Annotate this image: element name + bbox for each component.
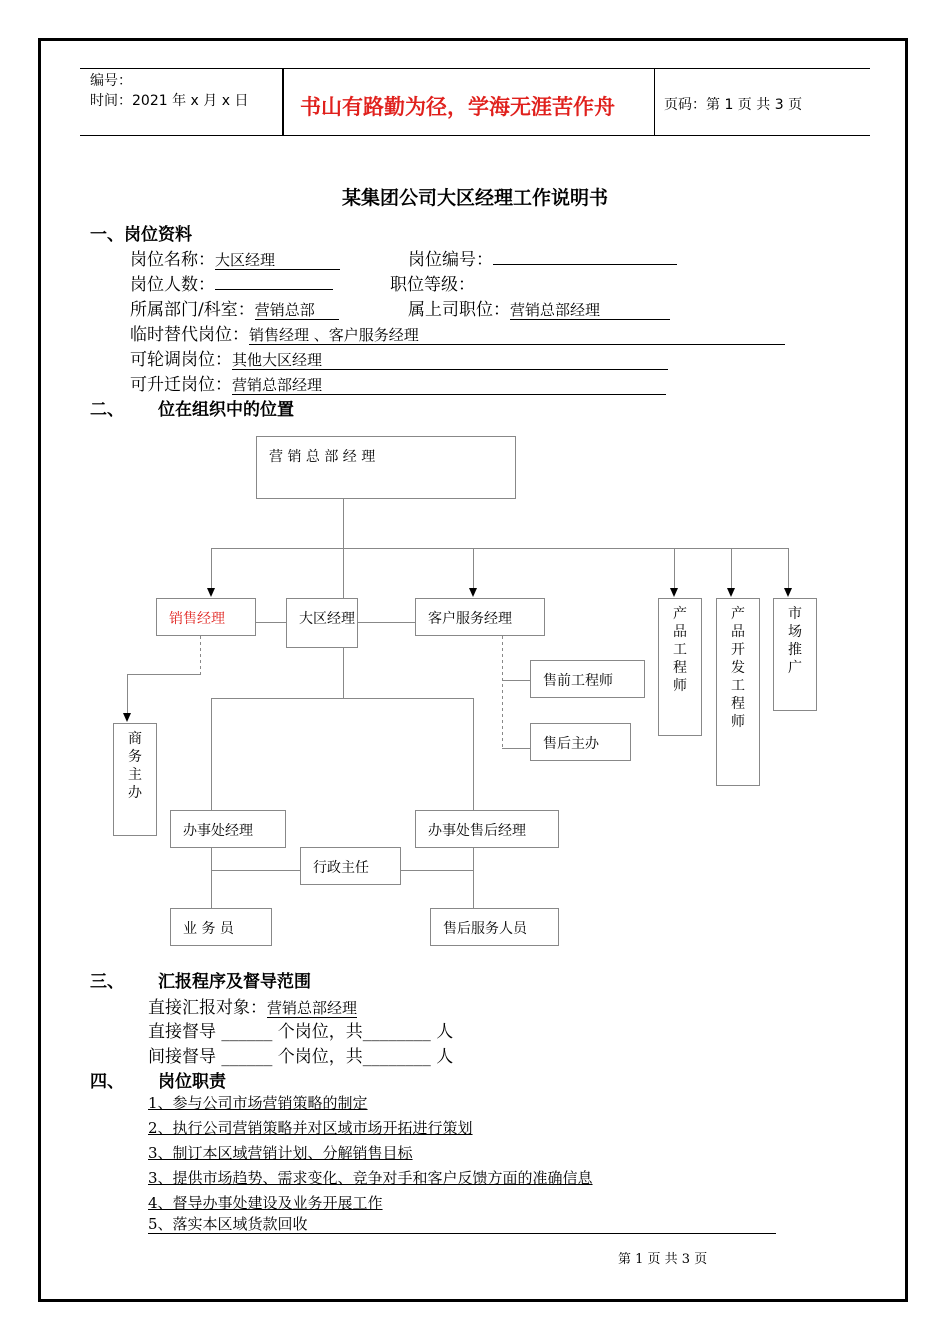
- header-motto: 书山有路勤为径，学海无涯苦作舟: [300, 94, 615, 119]
- headcount-label: 岗位人数：: [130, 275, 215, 295]
- post-no-label: 岗位编号：: [408, 250, 493, 270]
- org-node-admin-head: [300, 847, 401, 885]
- rotation-label: 可轮调岗位：: [130, 350, 232, 370]
- org-node-aftersales-lead: [530, 723, 631, 761]
- org-node-product-engineer: [658, 598, 702, 736]
- org-node-marketing: [773, 598, 817, 711]
- post-name-value: 大区经理: [215, 251, 340, 270]
- grade-label: 职位等级：: [390, 275, 475, 295]
- connector: [358, 622, 415, 623]
- rotation-field: [130, 345, 668, 370]
- connector: [400, 870, 473, 871]
- org-node-label: 市场推广: [788, 606, 802, 676]
- header-bottom-rule: [80, 135, 870, 136]
- connector: [256, 622, 286, 623]
- rotation-value: 其他大区经理: [232, 351, 668, 370]
- connector: [473, 548, 474, 588]
- connector: [502, 680, 530, 681]
- connector: [211, 548, 212, 588]
- arrow-down-icon: [727, 588, 735, 597]
- arrow-down-icon: [784, 588, 792, 597]
- connector: [473, 698, 474, 810]
- connector: [674, 548, 675, 588]
- headcount-value: [215, 289, 333, 290]
- dept-field: [130, 295, 339, 320]
- section4-heading-text: 岗位职责: [158, 1072, 226, 1092]
- doc-number-label: 编号：: [90, 73, 132, 89]
- duty-item: 1、参与公司市场营销策略的制定: [148, 1094, 368, 1112]
- header-page-label: 页码：第 1 页 共 3 页: [664, 97, 803, 113]
- section4-heading-num: 四、: [90, 1072, 124, 1092]
- connector: [127, 674, 201, 675]
- org-node-label: 售后服务人员: [443, 921, 527, 937]
- section1-heading: 一、岗位资料: [90, 225, 192, 245]
- post-no-field: [408, 245, 677, 270]
- arrow-down-icon: [469, 588, 477, 597]
- header-divider-left: [282, 68, 284, 135]
- section3-heading-text: 汇报程序及督导范围: [158, 972, 311, 992]
- connector: [211, 698, 212, 810]
- substitute-value: 销售经理 、客户服务经理: [249, 326, 785, 345]
- org-node-label: 客户服务经理: [428, 611, 512, 627]
- dept-value: 营销总部: [255, 301, 339, 320]
- arrow-down-icon: [123, 713, 131, 722]
- promotion-value: 营销总部经理: [232, 376, 666, 395]
- superior-label: 属上司职位：: [408, 300, 510, 320]
- org-node-office-manager: [170, 810, 286, 848]
- org-node-label: 行政主任: [313, 860, 369, 876]
- connector: [211, 698, 473, 699]
- header-top-rule: [80, 68, 870, 69]
- post-name-label: 岗位名称：: [130, 250, 215, 270]
- duty-item: 5、落实本区域货款回收: [148, 1216, 776, 1234]
- org-node-region-manager: [286, 598, 358, 648]
- post-no-value: [493, 264, 677, 265]
- org-node-label: 销售经理: [169, 611, 225, 627]
- connector: [211, 548, 789, 549]
- arrow-down-icon: [670, 588, 678, 597]
- org-node-label: 售后主办: [543, 736, 599, 752]
- section2-heading-num: 二、: [90, 400, 124, 420]
- post-name-field: [130, 245, 340, 270]
- org-node-label: 产品工程师: [673, 606, 687, 694]
- connector: [211, 848, 212, 908]
- org-node-label: 办事处售后经理: [428, 823, 526, 839]
- connector: [211, 870, 300, 871]
- headcount-field: [130, 270, 333, 295]
- connector: [731, 548, 732, 588]
- org-node-label: 售前工程师: [543, 673, 613, 689]
- report-field: [148, 993, 357, 1018]
- org-node-office-aftersales-manager: [415, 810, 559, 848]
- report-value: 营销总部经理: [267, 999, 358, 1017]
- duty-item: 4、督导办事处建设及业务开展工作: [148, 1194, 383, 1212]
- org-node-product-dev-engineer: [716, 598, 760, 786]
- substitute-label: 临时替代岗位：: [130, 325, 249, 345]
- org-node-label: 商务主办: [128, 731, 142, 801]
- dashed-connector: [502, 636, 503, 748]
- doc-date-label: 时间：2021 年 x 月 x 日: [90, 93, 249, 109]
- connector: [473, 848, 474, 908]
- org-node-presales-engineer: [530, 660, 645, 698]
- org-node-salesman: [170, 908, 272, 946]
- footer-page-number: 第 1 页 共 3 页: [618, 1252, 708, 1267]
- org-node-label: 业 务 员: [183, 921, 234, 937]
- header-divider-right: [654, 68, 655, 135]
- connector: [502, 748, 530, 749]
- arrow-down-icon: [207, 588, 215, 597]
- dashed-connector: [200, 636, 201, 674]
- promotion-label: 可升迁岗位：: [130, 375, 232, 395]
- connector: [343, 648, 344, 698]
- report-label: 直接汇报对象：: [148, 998, 267, 1018]
- org-node-label: 产品开发工程师: [731, 606, 745, 730]
- org-node-sales-manager: [156, 598, 256, 636]
- org-node-label: 办事处经理: [183, 823, 253, 839]
- duty-item: 3、提供市场趋势、需求变化、竞争对手和客户反馈方面的准确信息: [148, 1169, 593, 1187]
- indirect-supervision-line: 间接督导 ______ 个岗位，共________ 人: [148, 1047, 454, 1067]
- section2-heading-text: 位在组织中的位置: [158, 400, 294, 420]
- org-node-cs-manager: [415, 598, 545, 636]
- superior-value: 营销总部经理: [510, 301, 670, 320]
- promotion-field: [130, 370, 666, 395]
- connector: [788, 548, 789, 588]
- org-node-aftersales-staff: [430, 908, 559, 946]
- org-node-label: 营 销 总 部 经 理: [269, 449, 376, 465]
- direct-supervision-line: 直接督导 ______ 个岗位，共________ 人: [148, 1022, 454, 1042]
- duty-item: 2、执行公司营销策略并对区域市场开拓进行策划: [148, 1119, 473, 1137]
- grade-field: [390, 270, 475, 295]
- dept-label: 所属部门/科室：: [130, 300, 255, 320]
- org-node-top-manager: [256, 436, 516, 499]
- org-node-business-admin: [113, 723, 157, 836]
- document-title: 某集团公司大区经理工作说明书: [341, 187, 608, 209]
- org-node-label: 大区经理: [299, 611, 355, 627]
- connector: [127, 674, 128, 714]
- section3-heading-num: 三、: [90, 972, 124, 992]
- duty-item: 3、制订本区域营销计划、分解销售目标: [148, 1144, 413, 1162]
- superior-field: [408, 295, 670, 320]
- substitute-field: [130, 320, 785, 345]
